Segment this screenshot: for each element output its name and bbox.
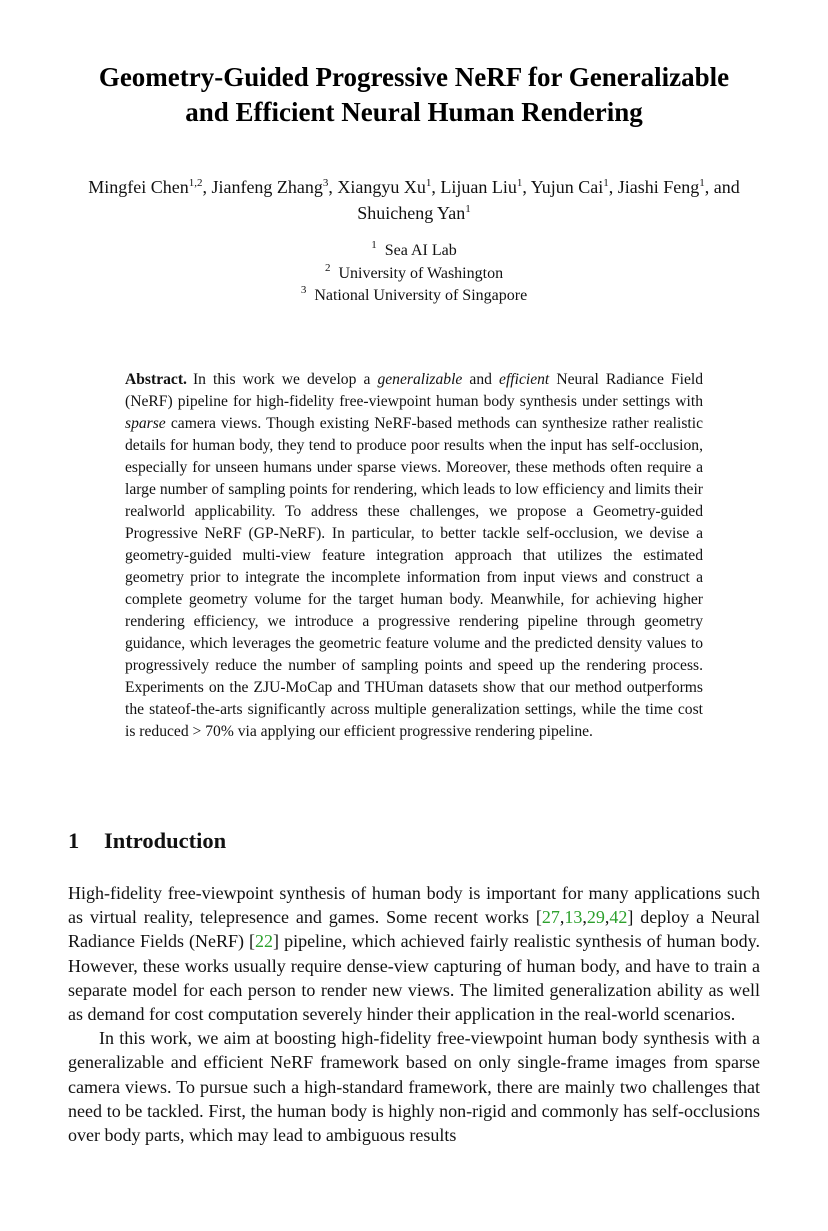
title-line-2: and Efficient Neural Human Rendering [185, 97, 643, 127]
abstract-label: Abstract. [125, 371, 187, 388]
section-number: 1 [68, 828, 80, 853]
citation-link[interactable]: 13 [564, 907, 583, 928]
affiliation: $^3$ National University of Singapore [300, 284, 528, 304]
author: Jianfeng Zhang$^3$ [211, 177, 329, 197]
paragraph: High-fidelity free-viewpoint synthesis of human body is important for many applications such as virtual reality, telepresence and games. Some recent works [27,13,29,42] deploy a Neural Radiance Fields (NeRF) [22] pipeline, which achieved fairly realistic synthesis of human body. However, these works usually require dense-view capturing of human body, and have to train a separate model for each person to render new views. The limited generalization ability as well as demand for cost computation severely hinder their application in the real-world scenarios. [68, 883, 760, 1025]
paragraph: In this work, we aim at boosting high-fidelity free-viewpoint human body synthesis with a generalizable and efficient NeRF framework based on only single-frame images from sparse camera views. To pursue such a high-standard framework, there are mainly two challenges that need to be tackled. First, the human body is highly non-rigid and commonly has self-occlusions over body parts, which may lead to ambiguous results [68, 1028, 760, 1146]
author: Yujun Cai$^1$ [530, 177, 609, 197]
affiliation-list [0, 240, 828, 308]
section-title: Introduction [104, 828, 227, 853]
title-line-1: Geometry-Guided Progressive NeRF for Generalizable [98, 62, 730, 92]
citation-link[interactable]: 27 [541, 907, 560, 928]
section-heading [68, 826, 226, 856]
introduction-body [68, 881, 760, 1147]
paper-title [60, 60, 768, 130]
author: Mingfei Chen$^{1,2}$ [88, 177, 203, 197]
affiliation: $^2$ University of Washington [324, 261, 504, 282]
author: Shuicheng Yan$^1$ [357, 203, 471, 223]
author: Lijuan Liu$^1$ [440, 177, 523, 197]
author: Jiashi Feng$^1$ [617, 177, 705, 197]
citation-link[interactable]: 29 [586, 907, 605, 928]
author-list: Mingfei Chen$^{1,2}$, Jianfeng Zhang$^3$, Xiangyu Xu$^1$, Lijuan Liu$^1$, Yujun Cai$^1$, Jiashi Feng$^1$, and Shuicheng Yan$^1$ [88, 177, 740, 223]
affiliation: $^1$ Sea AI Lab [371, 239, 457, 259]
abstract: Abstract. In this work we develop a generalizable and efficient Neural Radiance Field (NeRF) pipeline for high-fidelity free-viewpoint human body synthesis under settings with sparse camera views. Though existing NeRF-based methods can synthesize rather realistic details for human body, they tend to produce poor results when the input has self-occlusion, especially for unseen humans under sparse views. Moreover, these methods often require a large number of sampling points for rendering, which leads to low efficiency and limits their realworld applicability. To address these challenges, we propose a Geometry-guided Progressive NeRF (GP-NeRF). In particular, to better tackle self-occlusion, we devise a geometry-guided multi-view feature integration approach that utilizes the estimated geometry prior to integrate the incomplete information from input views and construct a complete geometry volume for the target human body. Meanwhile, for achieving higher rendering efficiency, we introduce a progressive rendering pipeline through geometry guidance, which leverages the geometric feature volume and the predicted density values to progressively reduce the number of sampling points and speed up the rendering process. Experiments on the ZJU-MoCap and THUman datasets show that our method outperforms the stateof-the-arts significantly across multiple generalization settings, while the time cost is reduced > 70% via applying our efficient progressive rendering pipeline. [125, 371, 703, 740]
citation-link[interactable]: 42 [609, 907, 628, 928]
author: Xiangyu Xu$^1$ [337, 177, 432, 197]
citation-link[interactable]: 22 [255, 931, 274, 952]
